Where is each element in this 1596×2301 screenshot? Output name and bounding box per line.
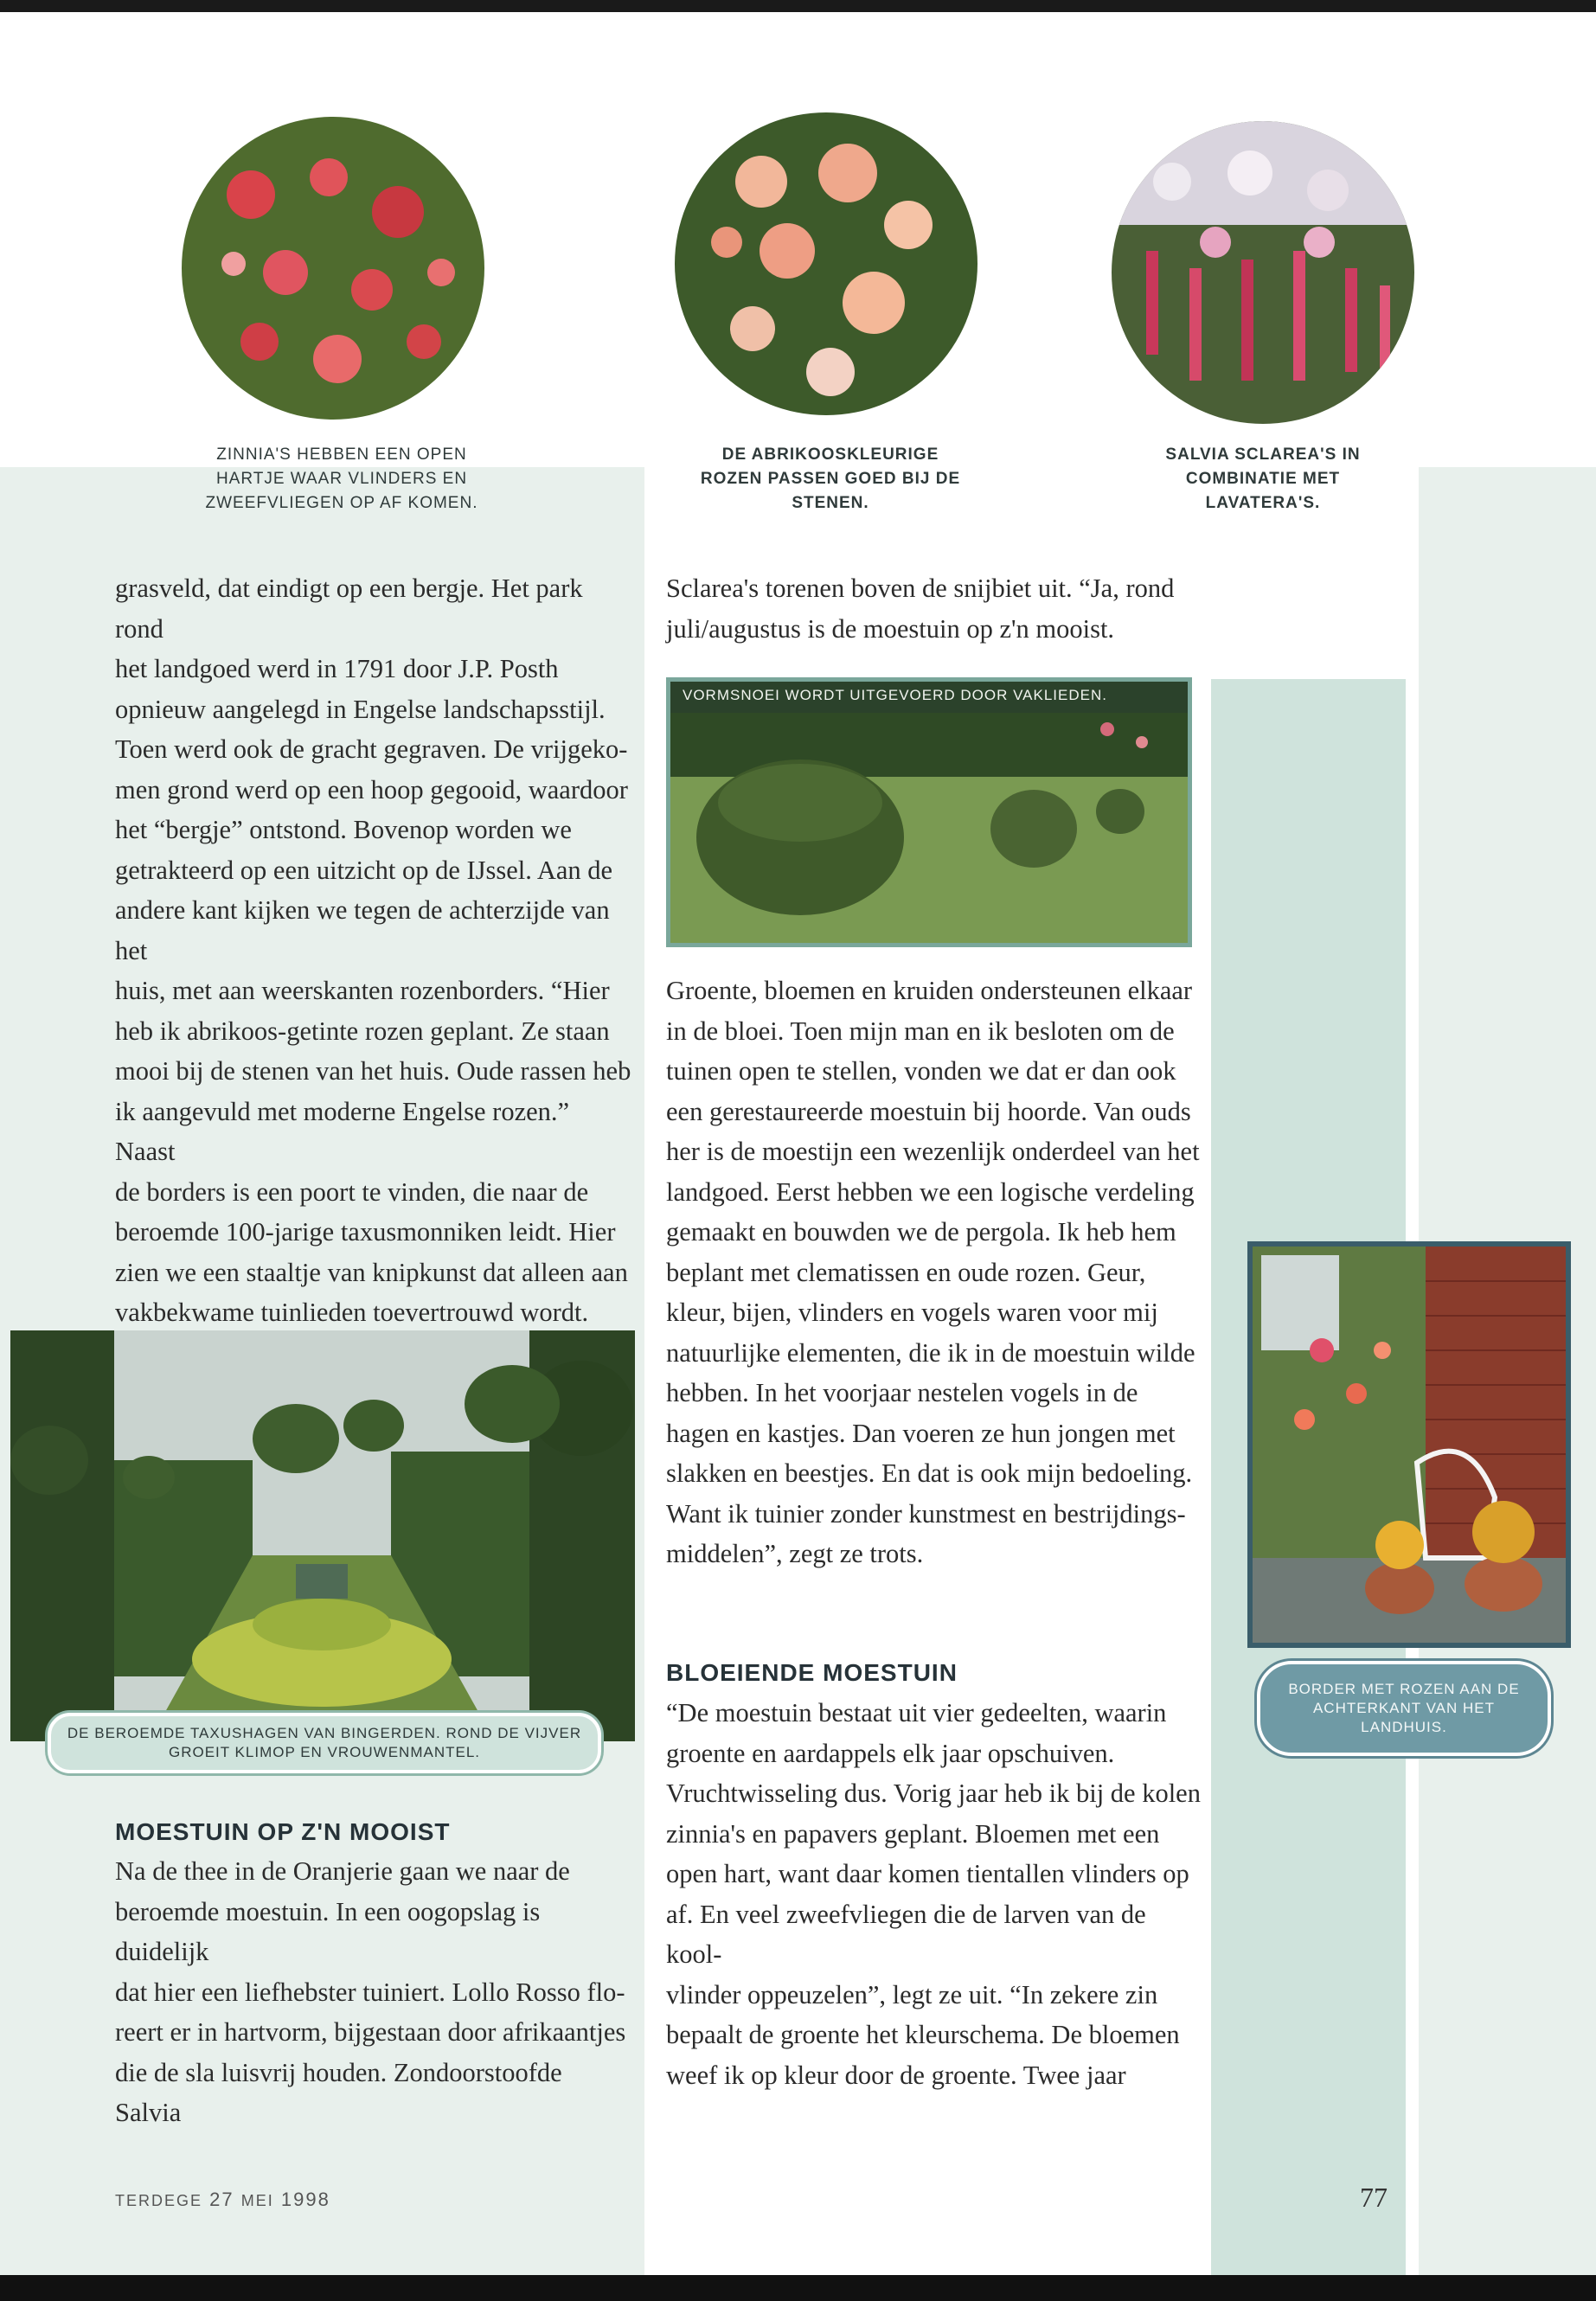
middle-column-text-top: Sclarea's torenen boven de snijbiet uit. “Ja, rond juli/augustus is de moestuin op z'n mooist. [666, 574, 1175, 644]
page-number: 77 [1360, 2182, 1388, 2213]
salvia-photo [1112, 121, 1414, 424]
left-column-text-top: grasveld, dat eindigt op een bergje. Het park rond het landgoed werd in 1791 door J.P. Posth opnieuw aangelegd in Engelse landschapsstijl. Toen werd ook de gracht gegraven. De vrijgeko- men grond werd op een hoop gegooid, waardoor het “bergje” ontstond. Bovenop worden we getrakteerd op een uitzicht op de IJssel. Aan de andere kant kijken we tegen de achterzijde van het huis, met aan weerskanten rozenborders. “Hier heb ik abrikoos-getinte rozen geplant. Ze staan mooi bij de stenen van het huis. Oude rassen heb ik aangevuld met moderne Engelse rozen.” Naast de borders is een poort te vinden, die naar de beroemde 100-jarige taxusmonniken leidt. Hier zien we een staaltje van knipkunst dat alleen aan vakbekwame tuinlieden toevertrouwd wordt. [115, 574, 631, 1327]
roses-photo [675, 112, 977, 415]
border-roses-caption: BORDER MET ROZEN AAN DE ACHTERKANT VAN HET LANDHUIS. [1257, 1661, 1551, 1756]
heading-moestuin-op-zn-mooist: MOESTUIN OP Z'N MOOIST [115, 1818, 451, 1845]
footer-month: MEI [240, 2192, 274, 2209]
zinnia-caption: ZINNIA'S HEBBEN EEN OPEN HARTJE WAAR VLINDERS EN ZWEEFVLIEGEN OP AF KOMEN. [205, 445, 478, 512]
footer-issue [115, 2189, 330, 2211]
bottom-rule [0, 2275, 1596, 2301]
heading-bloeiende-moestuin: BLOEIENDE MOESTUIN [666, 1659, 958, 1686]
footer-year: 1998 [280, 2189, 330, 2210]
left-column-text-bottom: Na de thee in de Oranjerie gaan we naar de beroemde moestuin. In een oogopslag is duidelijk dat hier een liefhebster tuiniert. Lollo Rosso flo- reert er in hartvorm, bijgestaan door afrikaantjes die de sla luisvrij houden. Zondoorstoofde Salvia [115, 1856, 626, 2127]
border-roses-photo [1247, 1241, 1571, 1648]
salvia-caption: SALVIA SCLAREA'S IN COMBINATIE MET LAVATERA'S. [1165, 445, 1361, 512]
top-rule [0, 0, 1596, 12]
topiary-photo-caption: VORMSNOEI WORDT UITGEVOERD DOOR VAKLIEDEN. [670, 682, 1188, 713]
middle-column-text-bottom: “De moestuin bestaat uit vier gedeelten, waarin groente en aardappels elk jaar opschuiven. Vruchtwisseling dus. Vorig jaar heb ik bij de kolen zinnia's en papavers geplant. Bloemen met een open hart, want daar komen tientallen vlinders op af. En veel zweefvliegen die de larven van de kool- vlinder oppeuzelen”, legt ze uit. “In zekere zin bepaalt de groente het kleurschema. De bloemen weef ik op kleur door de groente. Twee jaar [666, 1698, 1201, 2090]
taxus-hedges-caption: DE BEROEMDE TAXUSHAGEN VAN BINGERDEN. ROND DE VIJVER GROEIT KLIMOP EN VROUWENMANTEL. [48, 1713, 601, 1773]
footer-day: 27 [209, 2189, 234, 2210]
footer-magazine: TERDEGE [115, 2192, 203, 2209]
taxus-hedges-photo [10, 1330, 635, 1741]
topiary-photo [666, 677, 1192, 947]
roses-caption: DE ABRIKOOSKLEURIGE ROZEN PASSEN GOED BIJ DE STENEN. [700, 445, 961, 512]
middle-column-text-mid: Groente, bloemen en kruiden ondersteunen elkaar in de bloei. Toen mijn man en ik besloten om de tuinen open te stellen, vonden we dat er dan ook een gerestaureerde moestuin bij hoorde. Van ouds her is de moestijn een wezenlijk onderdeel van het landgoed. Eerst hebben we een logische verdeling gemaakt en bouwden we de pergola. Ik heb hem beplant met clematissen en oude rozen. Geur, kleur, bijen, vlinders en vogels waren voor mij natuurlijke elementen, die ik in de moestuin wilde hebben. In het voorjaar nestelen vogels in de hagen en kastjes. Dan voeren ze hun jongen met slakken en beestjes. En dat is ook mijn bedoeling. Want ik tuinier zonder kunstmest en bestrijdings- middelen”, zegt ze trots. [666, 976, 1200, 1568]
zinnia-photo [182, 117, 484, 420]
